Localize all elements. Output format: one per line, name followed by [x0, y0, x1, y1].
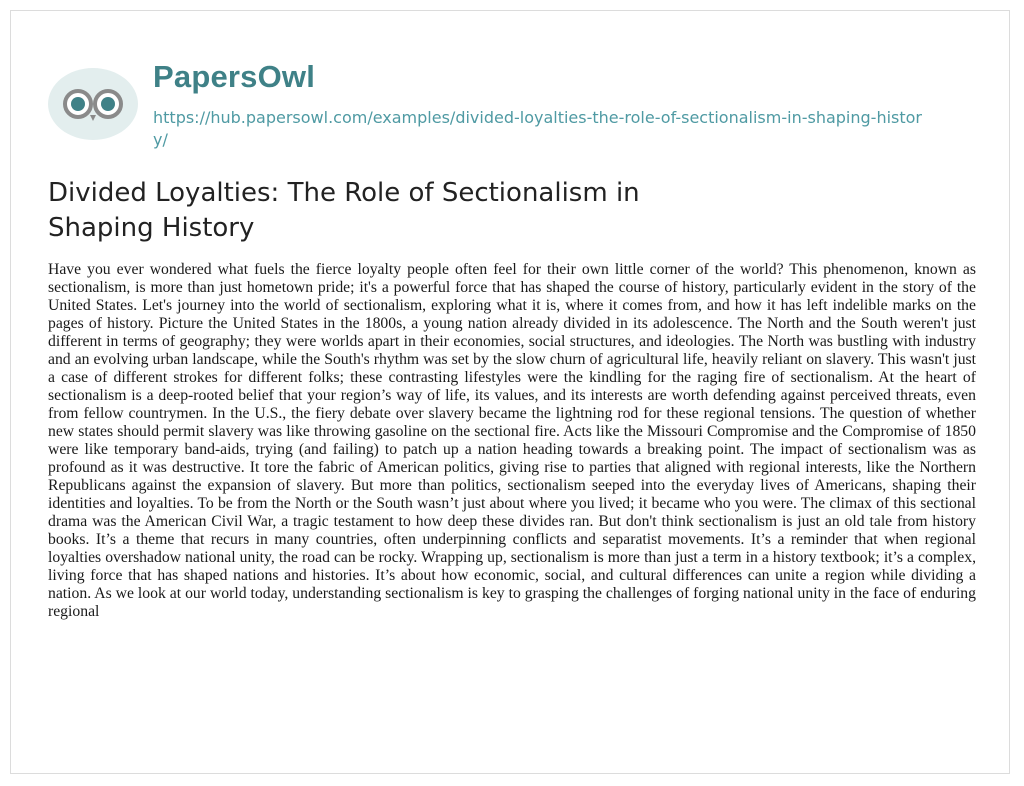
source-url-link[interactable]: https://hub.papersowl.com/examples/divided-loyalties-the-role-of-sectionalism-in-shaping-history/: [153, 108, 922, 149]
owl-logo-icon: [46, 66, 140, 142]
article-title: Divided Loyalties: The Role of Sectionalism in Shaping History: [48, 178, 640, 243]
owl-right-eye-pupil: [101, 97, 115, 111]
article-body: Have you ever wondered what fuels the fierce loyalty people often feel for their own little corner of the world? This phenomenon, known as sectionalism, is more than just hometown pride; it's a powerful force that has shaped the course of history, particularly evident in the story of the United States. Let's journey into the world of sectionalism, exploring what it is, where it comes from, and how it has left indelible marks on the pages of history. Picture the United States in the 1800s, a young nation already divided in its adolescence. The North and the South weren't just different in terms of geography; they were worlds apart in their economies, social structures, and ideologies. The North was bustling with industry and an evolving urban landscape, while the South's rhythm was set by the slow churn of agricultural life, heavily reliant on slavery. This wasn't just a case of different strokes for different folks; these contrasting lifestyles were the kindling for the raging fire of sectionalism. At the heart of sectionalism is a deep-rooted belief that your region’s way of life, its values, and its interests are worth defending against perceived threats, even from fellow countrymen. In the U.S., the fiery debate over slavery became the lightning rod for these regional tensions. The question of whether new states should permit slavery was like throwing gasoline on the sectional fire. Acts like the Missouri Compromise and the Compromise of 1850 were like temporary band-aids, trying (and failing) to patch up a nation heading towards a breaking point. The impact of sectionalism was as profound as it was destructive. It tore the fabric of American politics, giving rise to parties that aligned with regional interests, like the Northern Republicans against the expansion of slavery. But more than politics, sectionalism seeped into the everyday lives of Americans, shaping their identities and loyalties. To be from the North or the South wasn’t just about where you lived; it became who you were. The climax of this sectional drama was the American Civil War, a tragic testament to how deep these divides ran. But don't think sectionalism is just an old tale from history books. It’s a theme that recurs in many countries, often underpinning conflicts and separatist movements. It’s a reminder that when regional loyalties overshadow national unity, the road can be rocky. Wrapping up, sectionalism is more than just a term in a history textbook; it’s a complex, living force that has shaped nations and histories. It’s about how economic, social, and cultural differences can unite a region while dividing a nation. As we look at our world today, understanding sectionalism is key to grasping the challenges of forging national unity in the face of enduring regional: [48, 261, 976, 620]
owl-left-eye-pupil: [71, 97, 85, 111]
brand-name[interactable]: PapersOwl: [153, 59, 316, 94]
